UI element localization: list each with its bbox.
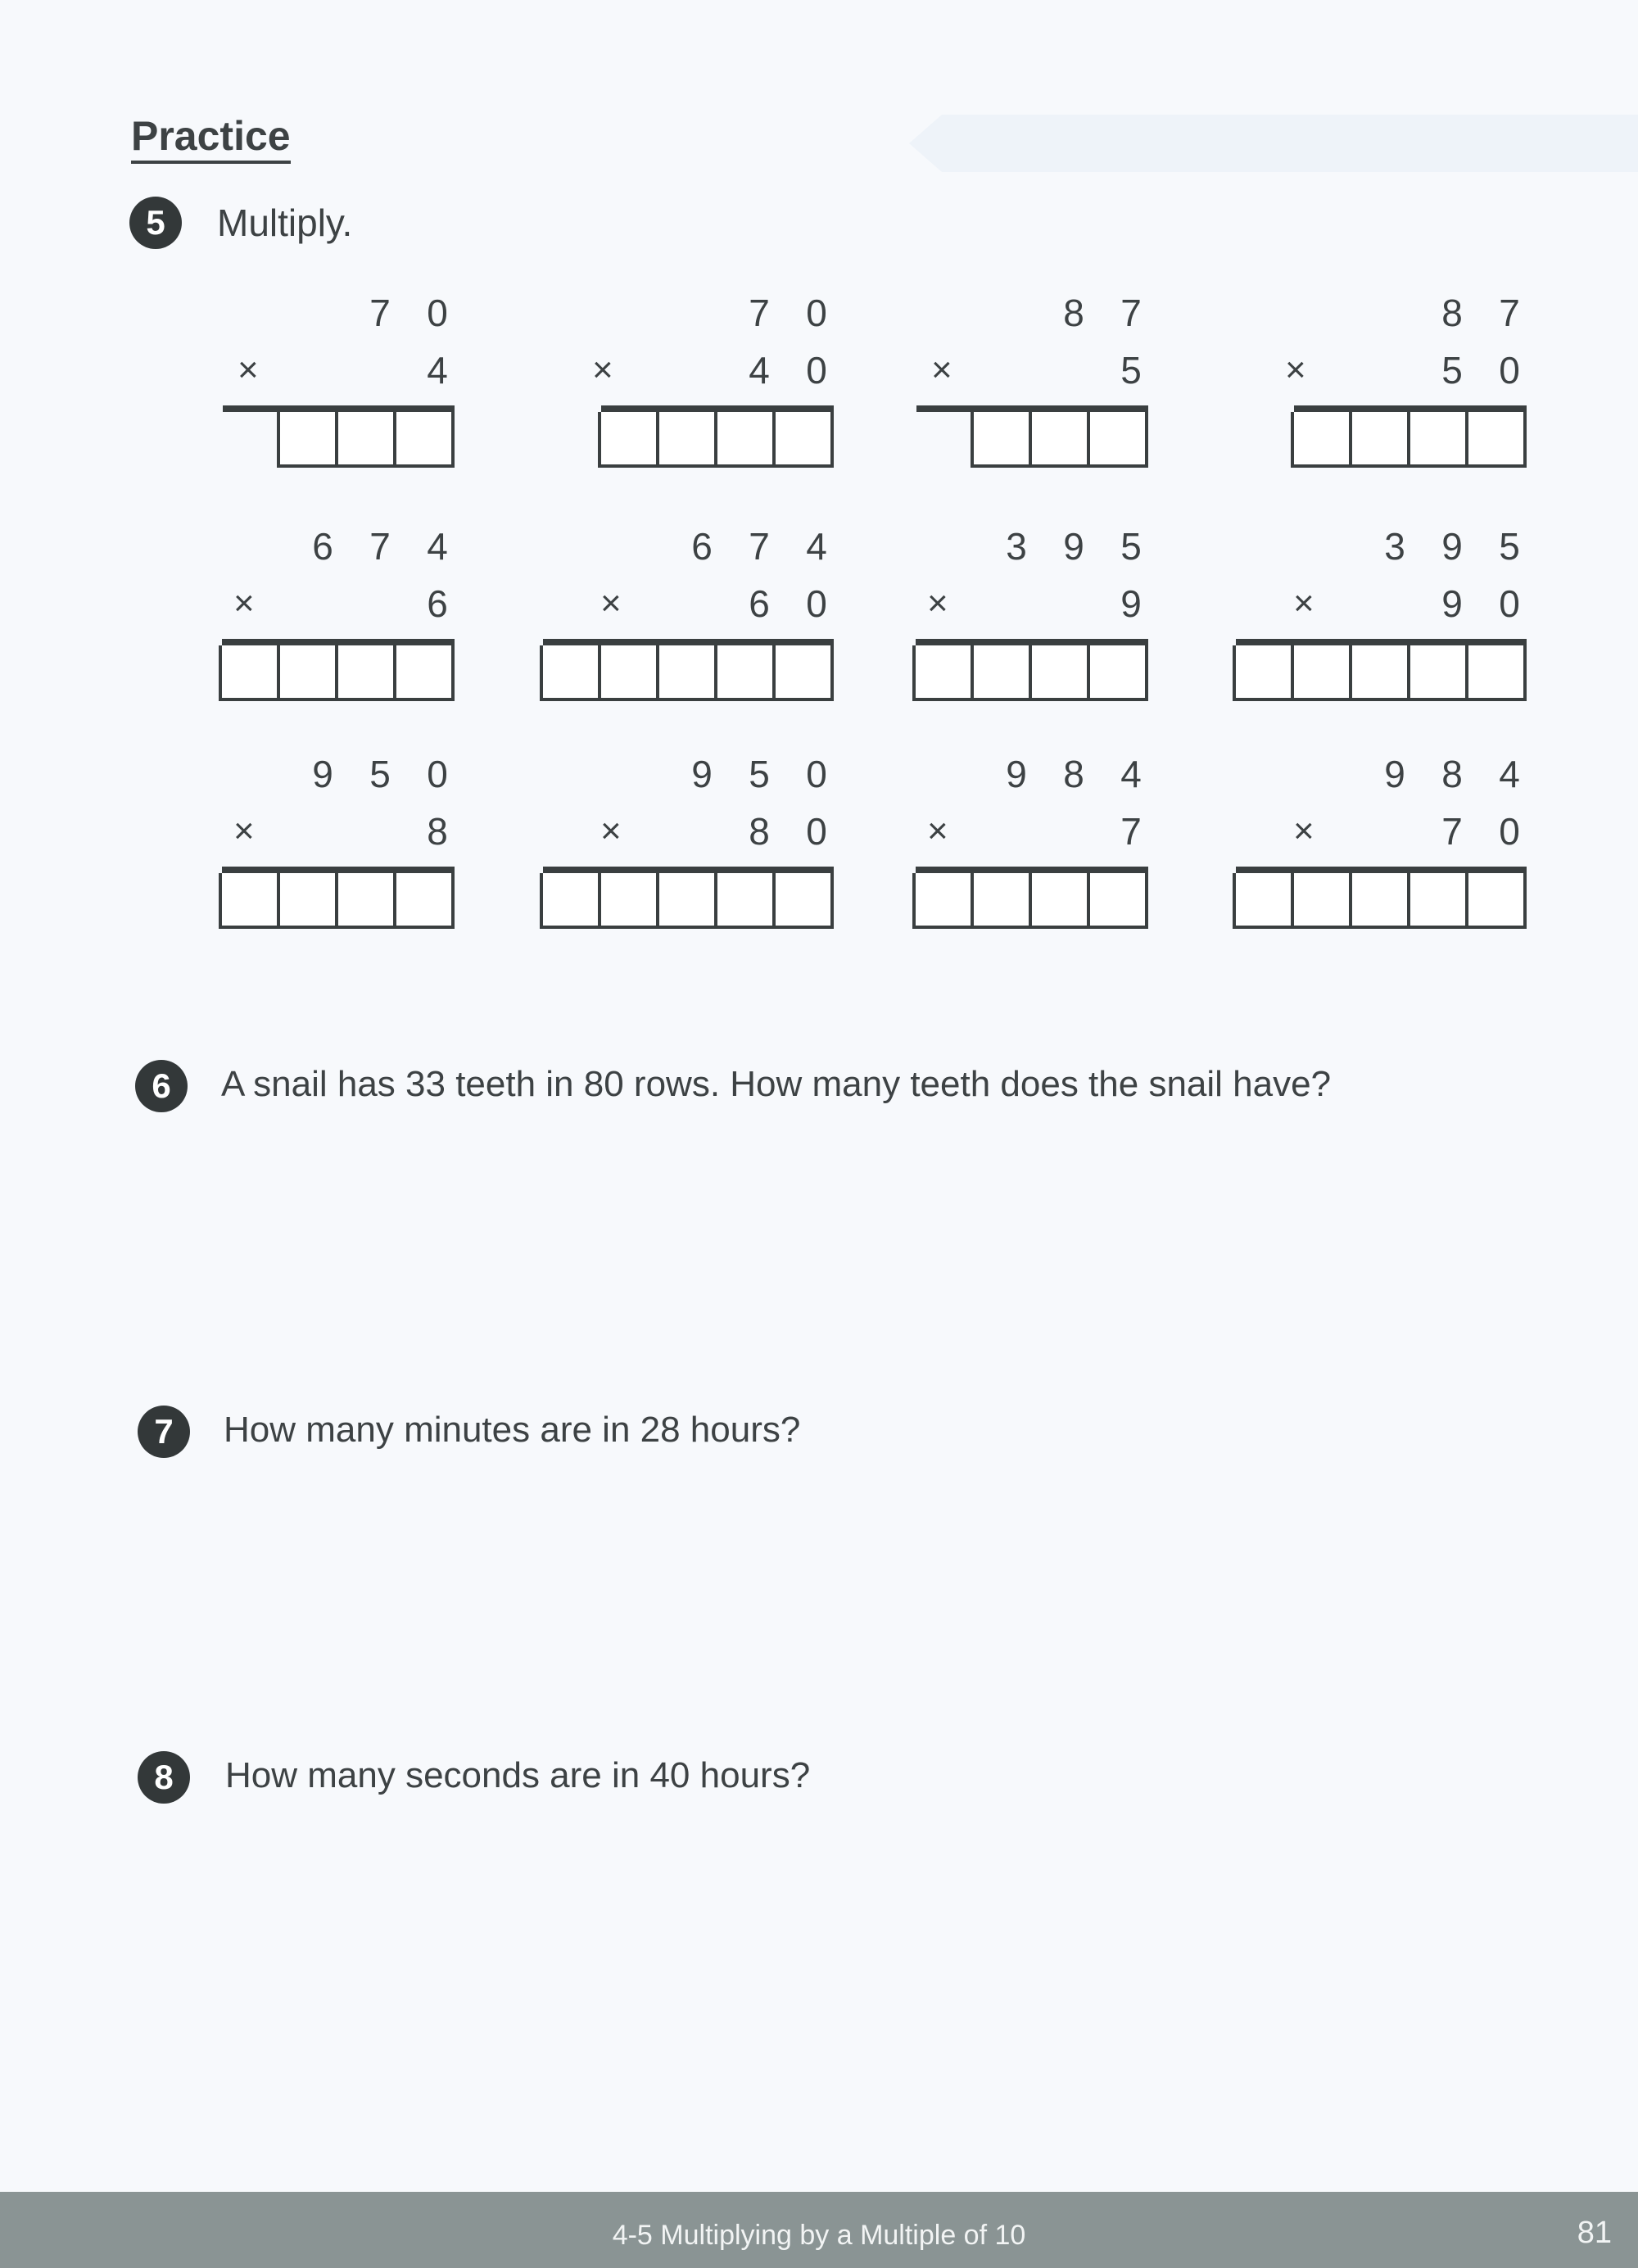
answer-digit-box[interactable] [1090,873,1145,926]
multiplicand-digit: 8 [1063,753,1084,795]
multiplier-digit: 0 [1499,582,1520,625]
multiplicand-digit: 5 [1499,525,1520,568]
answer-digit-box[interactable] [1352,645,1410,698]
multiply-sign-icon: × [927,811,948,851]
answer-digit-box[interactable] [717,873,776,926]
answer-digit-box[interactable] [601,412,659,464]
multiply-sign-icon: × [1285,350,1306,390]
multiplier-digit: 7 [1120,810,1142,853]
multiplicand-digit: 9 [691,753,713,795]
answer-line [916,639,1148,645]
multiply-sign-icon: × [233,811,255,851]
multiplicand-digit: 0 [806,753,827,795]
bleed-through-banner [909,115,1638,172]
answer-digit-box[interactable] [659,412,717,464]
answer-line [543,639,834,645]
multiply-problem [821,524,1148,713]
multiplier-digit: 9 [1120,582,1142,625]
multiply-problem [821,752,1148,940]
answer-digit-box[interactable] [1236,645,1294,698]
answer-boxes [1291,412,1527,468]
answer-digit-box[interactable] [1032,412,1090,464]
section-title: Practice [131,113,291,164]
multiplier-digit: 0 [1499,349,1520,392]
multiplicand-digit: 0 [427,292,448,334]
multiplier-digit: 4 [427,349,448,392]
answer-digit-box[interactable] [1468,645,1523,698]
question-number-badge: 7 [138,1406,190,1458]
answer-digit-box[interactable] [1294,873,1352,926]
multiplicand-digit: 3 [1006,525,1027,568]
answer-digit-box[interactable] [1294,645,1352,698]
multiply-problem [1199,524,1527,713]
answer-line [1294,405,1527,412]
multiply-sign-icon: × [238,350,259,390]
answer-line [1236,639,1527,645]
answer-digit-box[interactable] [717,412,776,464]
multiply-problem [506,752,834,940]
multiply-problem [127,752,455,940]
answer-digit-box[interactable] [1410,645,1468,698]
multiplier-digit: 0 [806,582,827,625]
multiplicand-digit: 0 [806,292,827,334]
answer-digit-box[interactable] [396,412,451,464]
multiplicand-digit: 6 [312,525,333,568]
multiplicand-digit: 7 [1120,292,1142,334]
answer-digit-box[interactable] [338,645,396,698]
answer-boxes [1233,645,1527,701]
answer-digit-box[interactable] [543,873,601,926]
multiplicand-digit: 7 [749,525,770,568]
answer-boxes [912,873,1148,929]
multiply-problem [1199,291,1527,479]
multiply-sign-icon: × [600,811,622,851]
answer-boxes [912,645,1148,701]
answer-line [1236,867,1527,873]
answer-boxes [540,645,834,701]
multiply-sign-icon: × [233,583,255,623]
multiply-sign-icon: × [1293,583,1314,623]
footer-lesson-title: 4-5 Multiplying by a Multiple of 10 [612,2220,1026,2251]
multiplier-digit: 4 [749,349,770,392]
multiplicand-digit: 9 [1384,753,1405,795]
answer-digit-box[interactable] [1410,873,1468,926]
multiply-problem [821,291,1148,479]
answer-digit-box[interactable] [659,645,717,698]
question-6-text: A snail has 33 teeth in 80 rows. How many teeth does the snail have? [221,1064,1332,1104]
answer-digit-box[interactable] [717,645,776,698]
answer-digit-box[interactable] [396,645,451,698]
answer-digit-box[interactable] [222,873,280,926]
multiplicand-digit: 5 [749,753,770,795]
answer-digit-box[interactable] [1236,873,1294,926]
multiplicand-digit: 7 [369,292,391,334]
multiply-sign-icon: × [592,350,613,390]
answer-digit-box[interactable] [1032,645,1090,698]
answer-boxes [1233,873,1527,929]
answer-digit-box[interactable] [280,873,338,926]
question-number-badge: 8 [138,1751,190,1804]
answer-digit-box[interactable] [1090,645,1145,698]
multiply-problem [506,524,834,713]
answer-boxes [219,645,455,701]
answer-digit-box[interactable] [222,645,280,698]
question-7-text: How many minutes are in 28 hours? [224,1410,801,1450]
multiplicand-digit: 4 [1499,753,1520,795]
answer-line [223,405,455,412]
answer-digit-box[interactable] [280,412,338,464]
answer-digit-box[interactable] [1468,412,1523,464]
page-number: 81 [1577,2216,1612,2250]
question-number-badge: 5 [129,197,182,249]
answer-line [222,639,455,645]
multiply-problem [127,524,455,713]
answer-line [601,405,834,412]
question-8-text: How many seconds are in 40 hours? [225,1755,811,1795]
answer-digit-box[interactable] [338,412,396,464]
question-5-text: Multiply. [217,201,353,244]
answer-digit-box[interactable] [1352,412,1410,464]
multiplier-digit: 8 [427,810,448,853]
answer-digit-box[interactable] [1352,873,1410,926]
answer-digit-box[interactable] [1410,412,1468,464]
answer-line [222,867,455,873]
answer-digit-box[interactable] [974,645,1032,698]
answer-boxes [277,412,455,468]
multiplier-digit: 8 [749,810,770,853]
question-number-badge: 6 [135,1060,188,1112]
answer-digit-box[interactable] [1090,412,1145,464]
answer-digit-box[interactable] [659,873,717,926]
answer-digit-box[interactable] [601,873,659,926]
multiplicand-digit: 4 [806,525,827,568]
answer-digit-box[interactable] [974,412,1032,464]
multiply-sign-icon: × [931,350,952,390]
multiply-problem [127,291,455,479]
multiplicand-digit: 0 [427,753,448,795]
multiplier-digit: 7 [1441,810,1463,853]
answer-boxes [971,412,1148,468]
multiply-sign-icon: × [927,583,948,623]
multiplicand-digit: 5 [369,753,391,795]
multiplier-digit: 9 [1441,582,1463,625]
answer-line [916,867,1148,873]
multiplicand-digit: 7 [1499,292,1520,334]
answer-digit-box[interactable] [916,873,974,926]
multiplicand-digit: 7 [369,525,391,568]
answer-boxes [598,412,834,468]
multiplicand-digit: 6 [691,525,713,568]
multiplier-digit: 5 [1441,349,1463,392]
answer-line [916,405,1148,412]
multiplicand-digit: 9 [312,753,333,795]
answer-line [543,867,834,873]
answer-digit-box[interactable] [601,645,659,698]
multiplier-digit: 6 [427,582,448,625]
multiplier-digit: 0 [1499,810,1520,853]
multiplicand-digit: 7 [749,292,770,334]
multiplicand-digit: 9 [1441,525,1463,568]
multiply-problem [1199,752,1527,940]
answer-digit-box[interactable] [280,645,338,698]
multiply-problem [506,291,834,479]
multiply-sign-icon: × [1293,811,1314,851]
answer-digit-box[interactable] [974,873,1032,926]
answer-digit-box[interactable] [396,873,451,926]
multiplicand-digit: 3 [1384,525,1405,568]
multiplier-digit: 6 [749,582,770,625]
multiplier-digit: 0 [806,810,827,853]
multiplicand-digit: 5 [1120,525,1142,568]
answer-digit-box[interactable] [916,645,974,698]
answer-boxes [540,873,834,929]
multiplicand-digit: 9 [1063,525,1084,568]
answer-digit-box[interactable] [543,645,601,698]
multiplicand-digit: 4 [427,525,448,568]
multiplicand-digit: 4 [1120,753,1142,795]
multiply-sign-icon: × [600,583,622,623]
answer-digit-box[interactable] [1032,873,1090,926]
answer-digit-box[interactable] [1294,412,1352,464]
multiplicand-digit: 8 [1441,753,1463,795]
answer-digit-box[interactable] [1468,873,1523,926]
multiplier-digit: 0 [806,349,827,392]
multiplicand-digit: 8 [1441,292,1463,334]
multiplicand-digit: 8 [1063,292,1084,334]
answer-digit-box[interactable] [338,873,396,926]
multiplicand-digit: 9 [1006,753,1027,795]
multiplier-digit: 5 [1120,349,1142,392]
answer-boxes [219,873,455,929]
